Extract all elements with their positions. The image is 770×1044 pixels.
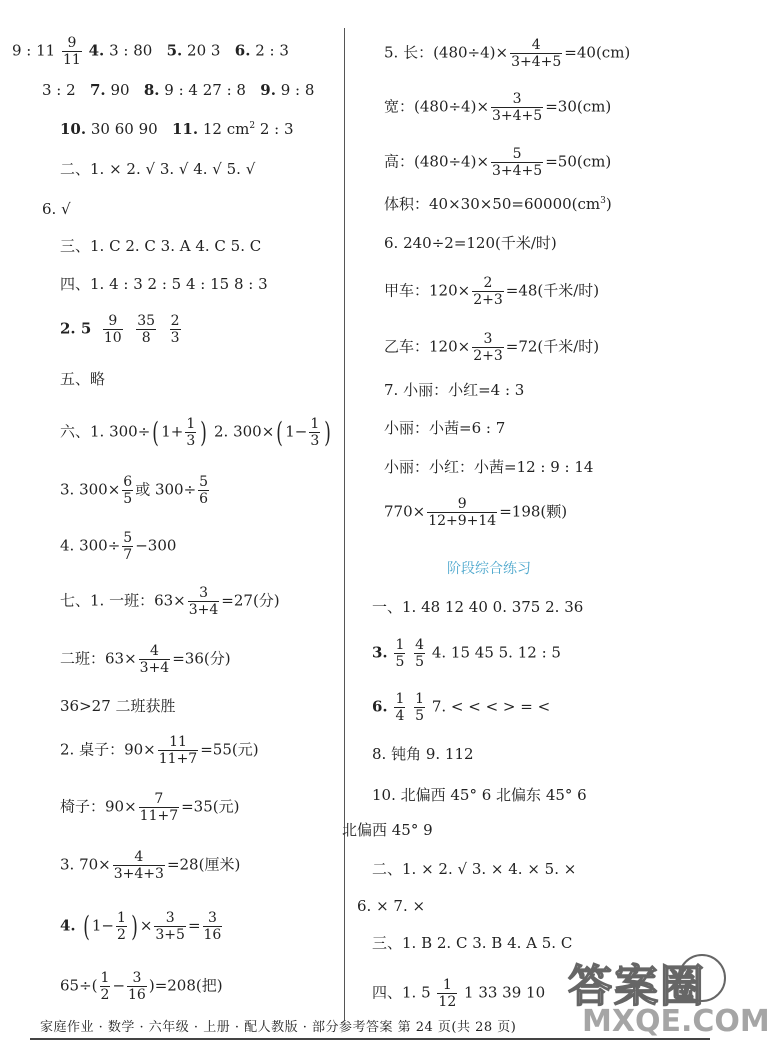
right-row-5: 6. 240÷2=120(千米/时) (384, 234, 557, 252)
right-row-17: 北偏西 45° 9 (342, 821, 433, 839)
right-row-1: 5. 长：(480÷4)× $\frac{4}{3+4+5}$ =40(cm) (384, 37, 631, 71)
right-row-3: 高：(480÷4)× $\frac{5}{3+4+5}$ =50(cm) (384, 146, 612, 180)
right-row-2: 宽：(480÷4)× $\frac{3}{3+4+5}$ =30(cm) (384, 91, 612, 125)
right-row-11: 770× $\frac{9}{12+9+14}$ =198(颗) (384, 496, 568, 530)
right-row-13: 3. $\frac{1}{5}$ $\frac{4}{5}$ 4. 15 45 5. 12 : 5 (372, 637, 561, 671)
right-row-15: 8. 钝角 9. 112 (372, 745, 474, 763)
page-footer: 家庭作业 · 数学 · 六年级 · 上册 · 配人教版 · 部分参考答案 第 24 页(共 28 页) (40, 1020, 517, 1035)
left-row-5: 6. √ (42, 200, 71, 218)
right-row-7: 乙车：120× $\frac{3}{2+3}$ =72(千米/时) (384, 331, 600, 365)
right-row-20: 三、1. B 2. C 3. B 4. A 5. C (372, 934, 573, 952)
left-row-8: 2. 5 $\frac{9}{10}$ $\frac{35}{8}$ $\frac{2}{3}$ (60, 313, 180, 347)
right-row-8: 7. 小丽：小红=4 : 3 (384, 381, 525, 399)
left-row-20: 65÷( $\frac{1}{2}$ − $\frac{3}{16}$ )=208(把) (60, 970, 223, 1004)
left-row-14: 二班：63× $\frac{4}{3+4}$ =36(分) (60, 643, 231, 677)
right-row-10: 小丽：小红：小茜=12 : 9 : 14 (384, 458, 594, 476)
left-row-3: 10. 30 60 90 11. 12 $cm^2$ 2 : 3 (60, 120, 294, 138)
left-row-2: 3 : 2 7. 90 8. 9 : 4 27 : 8 9. 9 : 8 (42, 81, 315, 99)
left-row-7: 四、1. 4 : 3 2 : 5 4 : 15 8 : 3 (60, 275, 268, 293)
right-row-12: 一、1. 48 12 40 0. 375 2. 36 (372, 598, 584, 616)
right-row-6: 甲车：120× $\frac{2}{2+3}$ =48(千米/时) (384, 275, 600, 309)
watermark-url: MXQE.COM (582, 1004, 770, 1039)
right-row-14: 6. $\frac{1}{4}$ $\frac{1}{5}$ 7. < < < > = < (372, 691, 551, 725)
left-row-9: 五、略 (60, 370, 106, 388)
left-row-13: 七、1. 一班：63× $\frac{3}{3+4}$ =27(分) (60, 585, 280, 619)
left-row-1: 9 : 11 $\frac{9}{11}$ 4. 3 : 80 5. 20 3 6. 2 : 3 (12, 35, 289, 69)
left-row-15: 36>27 二班获胜 (60, 697, 176, 715)
right-row-16: 10. 北偏西 45° 6 北偏东 45° 6 (372, 786, 587, 804)
watermark-text: 答案圈 (568, 961, 706, 1012)
left-row-12: 4. 300÷ $\frac{5}{7}$ −300 (60, 530, 177, 564)
column-divider (344, 28, 345, 1020)
right-row-18: 二、1. × 2. √ 3. × 4. × 5. × (372, 860, 577, 878)
left-row-4: 二、1. × 2. √ 3. √ 4. √ 5. √ (60, 160, 256, 178)
left-row-11: 3. 300× $\frac{6}{5}$ 或 300÷ $\frac{5}{6}$ (60, 474, 209, 508)
right-row-21: 四、1. 5 $\frac{1}{12}$ 1 33 39 10 (372, 977, 546, 1011)
left-row-6: 三、1. C 2. C 3. A 4. C 5. C (60, 237, 262, 255)
left-row-16: 2. 桌子：90× $\frac{11}{11+7}$ =55(元) (60, 734, 259, 768)
right-row-19: 6. × 7. × (357, 897, 426, 915)
section-title: 阶段综合练习 (447, 561, 531, 577)
watermark-logo (560, 950, 770, 1044)
right-row-4: 体积：$40\times 30\times 50=60000(cm^3)$ (384, 195, 612, 213)
left-row-10: 六、1. 300÷( 1+ $\frac{1}{3}$ ) 2. 300×( 1− $\frac{1}{3}$ ) (60, 415, 331, 450)
left-row-17: 椅子：90× $\frac{7}{11+7}$ =35(元) (60, 791, 240, 825)
left-row-18: 3. 70× $\frac{4}{3+4+3}$ =28(厘米) (60, 849, 241, 883)
right-row-9: 小丽：小茜=6 : 7 (384, 419, 506, 437)
left-row-19: 4. ( 1− $\frac{1}{2}$ ) × $\frac{3}{3+5}$ = $\frac{3}{16}$ (60, 909, 222, 944)
